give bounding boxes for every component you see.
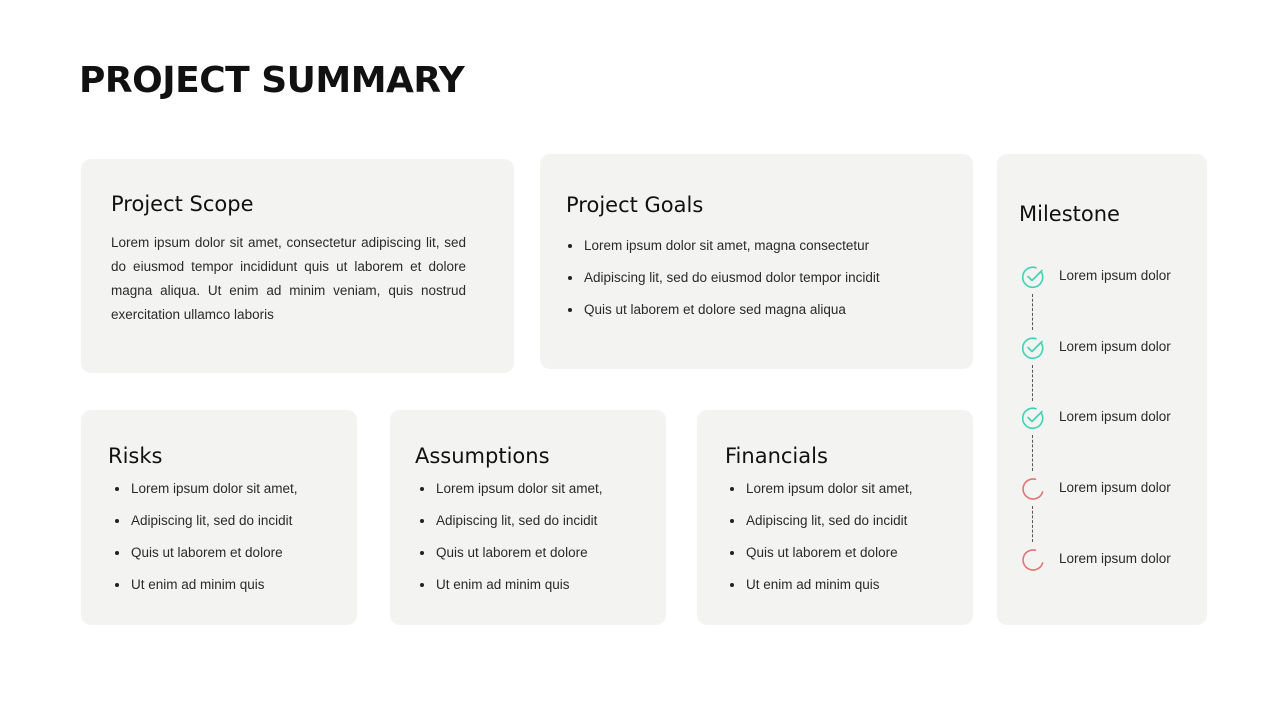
milestone-item: [1020, 264, 1200, 288]
financials-card: [697, 410, 973, 625]
project-goals-card: [540, 154, 973, 369]
project-scope-card: [81, 159, 514, 373]
timeline-connector: [1032, 365, 1033, 401]
progress-circle-icon: [1020, 476, 1046, 502]
milestone-item: [1020, 335, 1200, 359]
risks-list: [112, 481, 298, 609]
list-item: Lorem ipsum dolor sit amet,: [727, 481, 913, 513]
list-item: Adipiscing lit, sed do incidit: [727, 513, 913, 545]
check-circle-icon: [1020, 264, 1046, 290]
assumptions-list: [417, 481, 603, 609]
milestone-item: [1020, 547, 1200, 571]
timeline-connector: [1032, 435, 1033, 471]
list-item: Lorem ipsum dolor sit amet,: [112, 481, 298, 513]
risks-card: [81, 410, 357, 625]
project-scope-text: Lorem ipsum dolor sit amet, consectetur adipiscing lit, sed do eiusmod tempor incididunt quis ut laborem et dolore magna aliqua. Ut enim ad minim veniam, quis nostrud exercitation ullamco laboris: [111, 235, 466, 322]
list-item: Quis ut laborem et dolore: [417, 545, 603, 577]
list-item: Quis ut laborem et dolore sed magna aliqua: [565, 302, 880, 334]
list-item: Adipiscing lit, sed do incidit: [112, 513, 298, 545]
risks-heading: Risks: [108, 444, 163, 468]
timeline-connector: [1032, 506, 1033, 542]
list-item: Ut enim ad minim quis: [727, 577, 913, 609]
list-item: Lorem ipsum dolor sit amet, magna consectetur: [565, 238, 880, 270]
assumptions-heading: Assumptions: [415, 444, 550, 468]
assumptions-card: [390, 410, 666, 625]
page-title: PROJECT SUMMARY: [79, 60, 465, 101]
list-item: Quis ut laborem et dolore: [727, 545, 913, 577]
list-item: Adipiscing lit, sed do eiusmod dolor tempor incidit: [565, 270, 880, 302]
milestone-heading: Milestone: [1019, 202, 1120, 226]
milestone-label: Lorem ipsum dolor: [1059, 409, 1171, 424]
project-goals-list: [565, 238, 880, 334]
milestone-label: Lorem ipsum dolor: [1059, 268, 1171, 283]
timeline-connector: [1032, 294, 1033, 330]
financials-list: [727, 481, 913, 609]
milestone-label: Lorem ipsum dolor: [1059, 339, 1171, 354]
milestone-label: Lorem ipsum dolor: [1059, 551, 1171, 566]
project-scope-heading: Project Scope: [111, 192, 254, 216]
project-goals-heading: Project Goals: [566, 193, 704, 217]
financials-heading: Financials: [725, 444, 828, 468]
check-circle-icon: [1020, 405, 1046, 431]
list-item: Lorem ipsum dolor sit amet,: [417, 481, 603, 513]
milestone-item: [1020, 476, 1200, 500]
progress-circle-icon: [1020, 547, 1046, 573]
check-circle-icon: [1020, 335, 1046, 361]
list-item: Quis ut laborem et dolore: [112, 545, 298, 577]
list-item: Ut enim ad minim quis: [417, 577, 603, 609]
milestone-item: [1020, 405, 1200, 429]
milestone-label: Lorem ipsum dolor: [1059, 480, 1171, 495]
list-item: Adipiscing lit, sed do incidit: [417, 513, 603, 545]
list-item: Ut enim ad minim quis: [112, 577, 298, 609]
